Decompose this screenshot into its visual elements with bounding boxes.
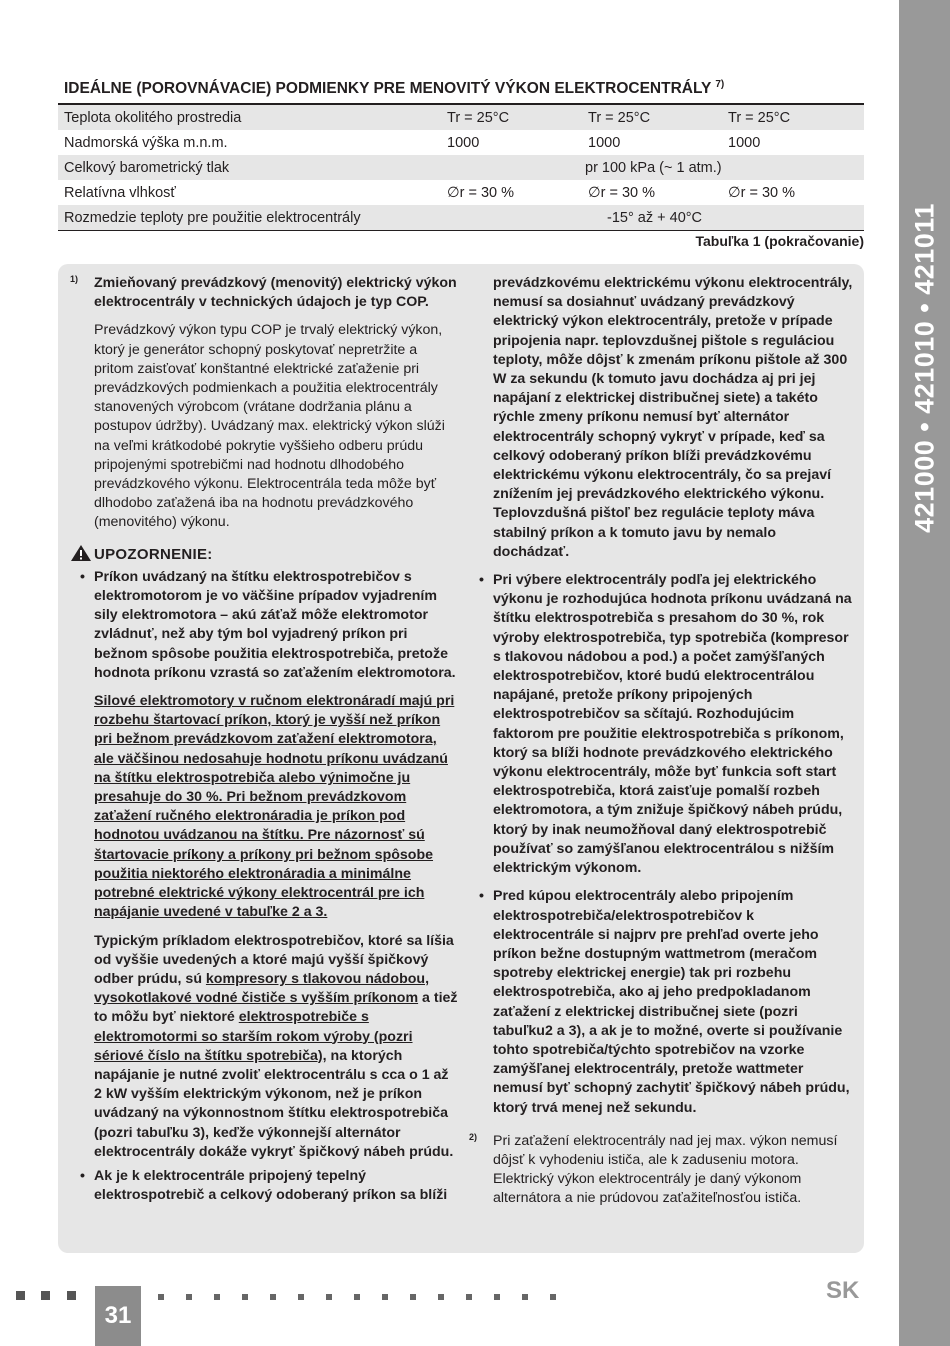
row-label: Rozmedzie teploty pre použitie elektrocentrály	[64, 210, 361, 226]
table-row	[58, 130, 864, 155]
footer-dot	[242, 1294, 248, 1300]
merged-cell: -15° až + 40°C	[607, 210, 703, 226]
footnote-mark-2: 2)	[469, 1131, 478, 1142]
warning-item-1-examples	[94, 932, 460, 1162]
warning-item-2-continued: prevádzkovému elektrickému výkonu elektrocentrály, nemusí sa dosiahnuť uvádzaný prevádzkový elektrický výkon elektrocentrály, pretože v prípade pripojenia napr. teplovzdušnej pištole s reguláciou teploty, môže dôjsť k zmenám príkonu pištole až 300 W za sekundu (k tomuto javu dochádza aj pri jej napájaní z elektrickej distribučnej siete) a takéto rýchle zmeny príkonu nemusí byť alternátor elektrocentrály schopný vykryť v prípade, keď sa celkový odoberaný príkon blíži prevádzkovému elektrickému výkonu elektrocentrály, čo sa prejaví znížením jej prevádzkového elektrického výkonu. Teplovzdušná pištoľ bez regulácie teploty máva stabilný príkon a k tomuto javu by nemalo dochádzať.	[493, 275, 853, 560]
footer-dot	[494, 1294, 500, 1300]
note1-text: Prevádzkový výkon typu COP je trvalý elektrický výkon, ktorý je generátor schopný poskytovať nepretržite a pritom zaisťovať konštantné elektrické zaťaženie pri prevádzkových podmienkach a použitia elektrocentrály stanovených výrobcom (vrátane dodržania plánu a postupov údržby). Uvádzaný max. elektrický výkon slúži na veľmi krátkodobé pokrytie vyššieho odberu prúdu pripojenými spotrebičmi nad hodnotu dlhodobého prevádzkového výkonu. Elektrocentrála teda môže byť dlhodobo zaťažená iba na hodnotu prevádzkového (menovitého) výkonu.	[94, 322, 445, 531]
side-bar	[899, 0, 950, 1346]
text-part-underlined: elektrospotrebiče s elektromotormi so starším rokom výroby (pozri sériové číslo na štítku spotrebiča)	[94, 1009, 413, 1064]
table-title-text: IDEÁLNE (POROVNÁVACIE) PODMIENKY PRE MENOVITÝ VÝKON ELEKTROCENTRÁLY	[64, 80, 712, 98]
footer-dot	[522, 1294, 528, 1300]
footer-dot	[550, 1294, 556, 1300]
footer-dot	[16, 1291, 25, 1300]
footer-dot	[298, 1294, 304, 1300]
left-column	[94, 274, 460, 1205]
cell: ∅r = 30 %	[728, 185, 796, 201]
note1-heading: Zmieňovaný prevádzkový (menovitý) elektrický výkon elektrocentrály v technických údajoch je typ COP.	[94, 275, 457, 311]
cell: 1000	[728, 135, 761, 151]
table-row	[58, 180, 864, 205]
row-label: Teplota okolitého prostredia	[64, 110, 242, 126]
footer-dot	[41, 1291, 50, 1300]
footer-dot	[270, 1294, 276, 1300]
text-part-underlined: kompresory s tlakovou nádobou, vysokotlakové vodné čističe s vyšším príkonom	[94, 970, 430, 1007]
warning-item-1-underlined: Silové elektromotory v ručnom elektronáradí majú pri rozbehu štartovací príkon, ktorý je vyšší než príkon pri bežnom prevádzkovom zaťažení elektromotora, ale väčšinou nedosahuje hodnotu príkonu uvádzanú na štítku elektrospotrebiča alebo výnimočne ju presahuje do 30 %. Pri bežnom prevádzkovom zaťažení ručného elektronáradia je príkon pod hodnotou uvádzanou na štítku. Pre názornosť sú štartovacie príkony a príkony pri bežnom spôsobe použitia niektorého elektronáradia a minimálne potrebné elektrické výkony elektrocentrál pre ich napájanie uvedené v tabuľke 2 a 3.	[94, 693, 455, 921]
table-row	[58, 155, 864, 180]
footer-dot	[158, 1294, 164, 1300]
row-label: Relatívna vlhkosť	[64, 185, 176, 201]
footer-dot	[326, 1294, 332, 1300]
footer-dot	[186, 1294, 192, 1300]
table-row	[58, 105, 864, 130]
text-part: , na ktorých napájanie je nutné zvoliť elektrocentrálu s cca o 1 až 2 kW vyšším elektrickým výkonom, než je príkon uvádzaný na výkonnostnom štítku elektrospotrebiča (pozri tabuľku 3), keďže výkonnejší alternátor elektrocentrály dokáže vykryť špičkový nábeh prúdu.	[94, 1047, 454, 1160]
footer-dot	[466, 1294, 472, 1300]
warning-icon	[70, 544, 92, 562]
warning-item-3: • Pri výbere elektrocentrály podľa jej elektrického výkonu je rozhodujúca hodnota príkonu uvádzaná na štítku elektrospotrebiča s presahom do 30 %, rok výroby elektrospotrebiča, typ spotrebiča (kompresor s tlakovou nádobou a pod.) a počet zamýšľaných elektrospotrebičov, ktoré budú elektrocentrálou napájané, pretože príkony pripojených elektrospotrebičov sa sčítajú. Rozhodujúcim faktorom pre použitie elektrospotrebiča s príkonom, ktorý sa blíži hodnote prevádzkového elektrického výkonu elektrocentrály, môže byť funkcia soft start elektrospotrebiča, ktorá zaisťuje pomalší rozbeh elektromotora, a tým znižuje špičkový nábeh prúdu, ktorý by inak neumožňoval daný elektrospotrebič používať so zamýšľanou elektrocentrálou s nižším elektrickým výkonom.	[493, 571, 853, 878]
cell: Tr = 25°C	[447, 110, 510, 126]
row-label: Nadmorská výška m.n.m.	[64, 135, 228, 151]
language-code: SK	[826, 1277, 860, 1304]
footer-dot	[382, 1294, 388, 1300]
footer-dot	[410, 1294, 416, 1300]
text-part: a tiež to môžu byť niektoré	[94, 990, 458, 1026]
table-title-note: 7)	[715, 79, 725, 90]
footer-dot	[214, 1294, 220, 1300]
merged-cell: pr 100 kPa (~ 1 atm.)	[585, 160, 722, 176]
table-row	[58, 205, 864, 230]
cell: ∅r = 30 %	[447, 185, 515, 201]
note2-text: Pri zaťažení elektrocentrály nad jej max. výkon nemusí dôjsť k vyhodeniu ističa, ale k zaduseniu motora. Elektrický výkon elektrocentrály je daný výkonom alternátora a nie prúdovou zaťažiteľnosťou ističa.	[493, 1132, 838, 1207]
warning-item-4: • Pred kúpou elektrocentrály alebo pripojením elektrospotrebiča/elektrospotrebičov k elektrocentrále si najprv pre prehľad overte jeho príkon bežne dostupným wattmetrom (meračom spotreby elektrickej energie) tak pri rozbehu elektrospotrebiča, ako aj jeho predpokladanom zaťažení z elektrickej distribučnej siete (pozri tabuľku2 a 3), a ak je to možné, overte si používanie tohto spotrebiča/týchto spotrebičov na vzorke zamýšľanej elektrocentrály, pretože wattmeter nemusí byť schopný zachytiť špičkový nábeh prúdu, ktorý trvá menej než sekundu.	[493, 887, 853, 1117]
note2	[469, 1131, 853, 1209]
warning-item-1: • Príkon uvádzaný na štítku elektrospotrebičov s elektromotorom je vo väčšine prípadov vyjadrením sily elektromotora – akú záťaž môže elektromotor zvládnuť, než aby tým bol vyjadrený príkon pri bežnom spôsobe použitia elektrospotrebiča, pretože hodnota príkonu vzrastá so zaťažením elektromotora.	[94, 568, 460, 683]
footer-dot	[438, 1294, 444, 1300]
warning-title: UPOZORNENIE:	[94, 545, 213, 563]
right-column	[469, 274, 853, 1209]
text-part: Typickým príkladom elektrospotrebičov, ktoré sa líšia od vyššie uvedených a ktoré majú vyšší špičkový odber prúdu, sú	[94, 932, 454, 987]
cell: 1000	[588, 135, 621, 151]
cell: Tr = 25°C	[588, 110, 651, 126]
warning-item-2-start: • Ak je k elektrocentrále pripojený tepelný elektrospotrebič a celkový odoberaný príkon sa blíži	[94, 1167, 460, 1205]
row-label: Celkový barometrický tlak	[64, 160, 230, 176]
cell: Tr = 25°C	[728, 110, 791, 126]
cell: 1000	[447, 135, 480, 151]
table-title	[64, 79, 864, 98]
product-codes: 421000 • 421010 • 421011	[909, 203, 940, 533]
footer-dot	[67, 1291, 76, 1300]
page-number: 31	[95, 1286, 141, 1346]
footer-dot	[354, 1294, 360, 1300]
cell: ∅r = 30 %	[588, 185, 656, 201]
footnote-mark-1: 1)	[70, 274, 79, 284]
warning-heading	[94, 545, 460, 564]
spec-table	[58, 103, 864, 231]
table-caption: Tabuľka 1 (pokračovanie)	[695, 233, 864, 249]
